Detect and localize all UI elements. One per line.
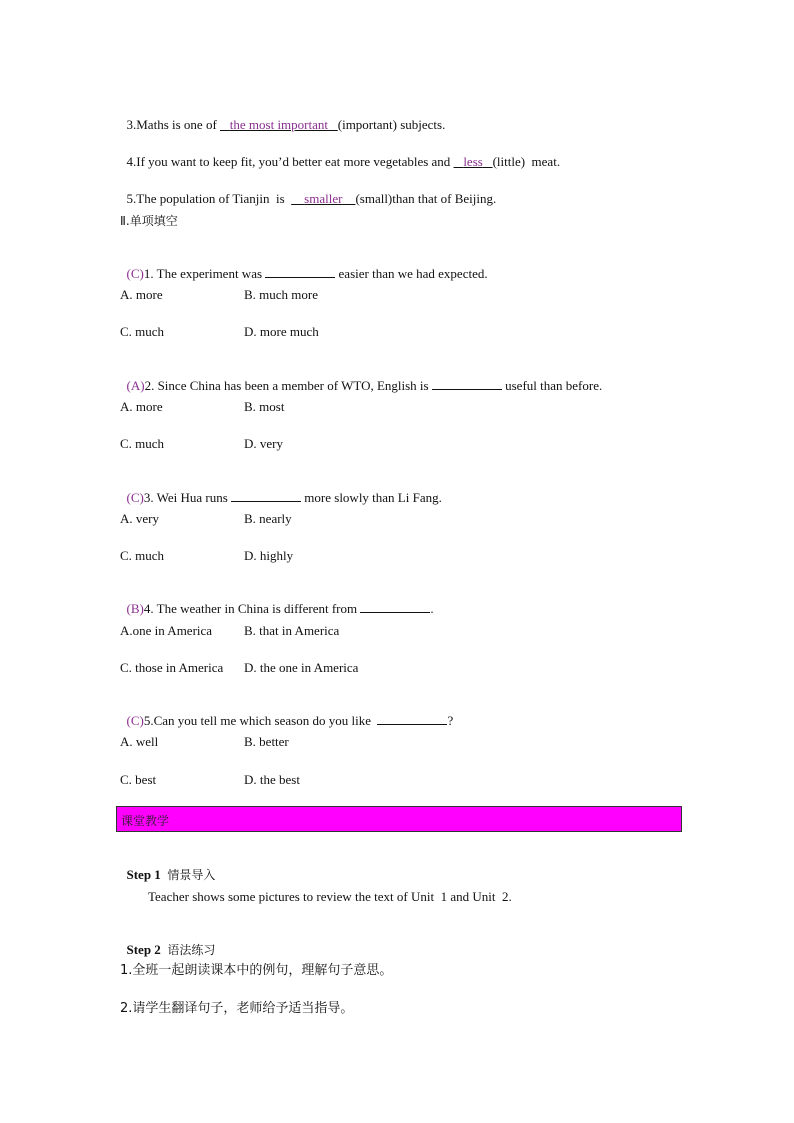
- question-answer: A: [130, 378, 141, 393]
- option-d: D. more much: [244, 324, 319, 339]
- answer-blank: [265, 266, 335, 278]
- step-1-text: Teacher shows some pictures to review the text of Unit 1 and Unit 2.: [148, 889, 512, 904]
- fill-post: (important) subjects.: [337, 117, 446, 132]
- fill-answer: less: [463, 154, 483, 169]
- list-item: 2.请学生翻译句子，老师给予适当指导。: [120, 1001, 354, 1016]
- question-answer: B: [130, 601, 140, 616]
- option-a: A. more: [120, 287, 163, 302]
- question-3: (C)3. Wei Hua runs more slowly than Li Fang.: [126, 490, 442, 505]
- option-a: A. very: [120, 511, 159, 526]
- fill-in-5: [120, 175, 496, 207]
- option-c: C. much: [120, 548, 165, 563]
- fill-answer: the most important: [229, 117, 328, 132]
- step-label: Step 1: [126, 867, 161, 882]
- option-d: D. highly: [244, 548, 294, 563]
- option-b: B. most: [244, 399, 285, 414]
- option-c: C. those in America: [120, 660, 224, 675]
- question-answer: C: [130, 266, 140, 281]
- step-title: 情景导入: [167, 868, 216, 882]
- answer-blank: [231, 490, 301, 502]
- option-c: C. much: [120, 324, 165, 339]
- option-b: B. much more: [244, 287, 319, 302]
- fill-pre: 3.Maths is one of: [126, 117, 221, 132]
- option-a: A.one in America: [120, 623, 213, 638]
- option-c: C. best: [120, 772, 157, 787]
- option-b: B. better: [244, 734, 289, 749]
- answer-blank: [377, 713, 447, 725]
- section-title: Ⅱ.单项填空: [120, 214, 178, 228]
- option-a: A. more: [120, 399, 163, 414]
- fill-in-4: [120, 138, 560, 170]
- answer-blank: [432, 378, 502, 390]
- option-a: A. well: [120, 734, 159, 749]
- step-label: Step 2: [126, 942, 161, 957]
- step-2-heading: [120, 926, 215, 958]
- fill-in-3: [120, 101, 445, 133]
- question-4: (B)4. The weather in China is different from .: [126, 601, 434, 616]
- question-1: (C)1. The experiment was easier than we had expected.: [126, 266, 488, 281]
- option-b: B. nearly: [244, 511, 292, 526]
- answer-blank: [360, 601, 430, 613]
- section-banner: [116, 806, 682, 832]
- list-item: 1.全班一起朗读课本中的例句，理解句子意思。: [120, 963, 393, 978]
- step-1-heading: [120, 851, 215, 883]
- fill-answer: smaller: [304, 191, 343, 206]
- fill-post: (little) meat.: [492, 154, 561, 169]
- option-b: B. that in America: [244, 623, 340, 638]
- step-title: 语法练习: [167, 943, 216, 957]
- question-answer: C: [130, 490, 140, 505]
- fill-post: (small)than that of Beijing.: [355, 191, 497, 206]
- fill-pre: 4.If you want to keep fit, you’d better eat more vegetables and: [126, 154, 454, 169]
- banner-label: 课堂教学: [121, 814, 170, 828]
- option-d: D. very: [244, 436, 283, 451]
- option-d: D. the one in America: [244, 660, 359, 675]
- question-answer: C: [130, 713, 140, 728]
- option-c: C. much: [120, 436, 165, 451]
- fill-pre: 5.The population of Tianjin is: [126, 191, 292, 206]
- question-5: (C)5.Can you tell me which season do you like ?: [126, 713, 454, 728]
- question-2: (A)2. Since China has been a member of WTO, English is useful than before.: [126, 378, 603, 393]
- option-d: D. the best: [244, 772, 300, 787]
